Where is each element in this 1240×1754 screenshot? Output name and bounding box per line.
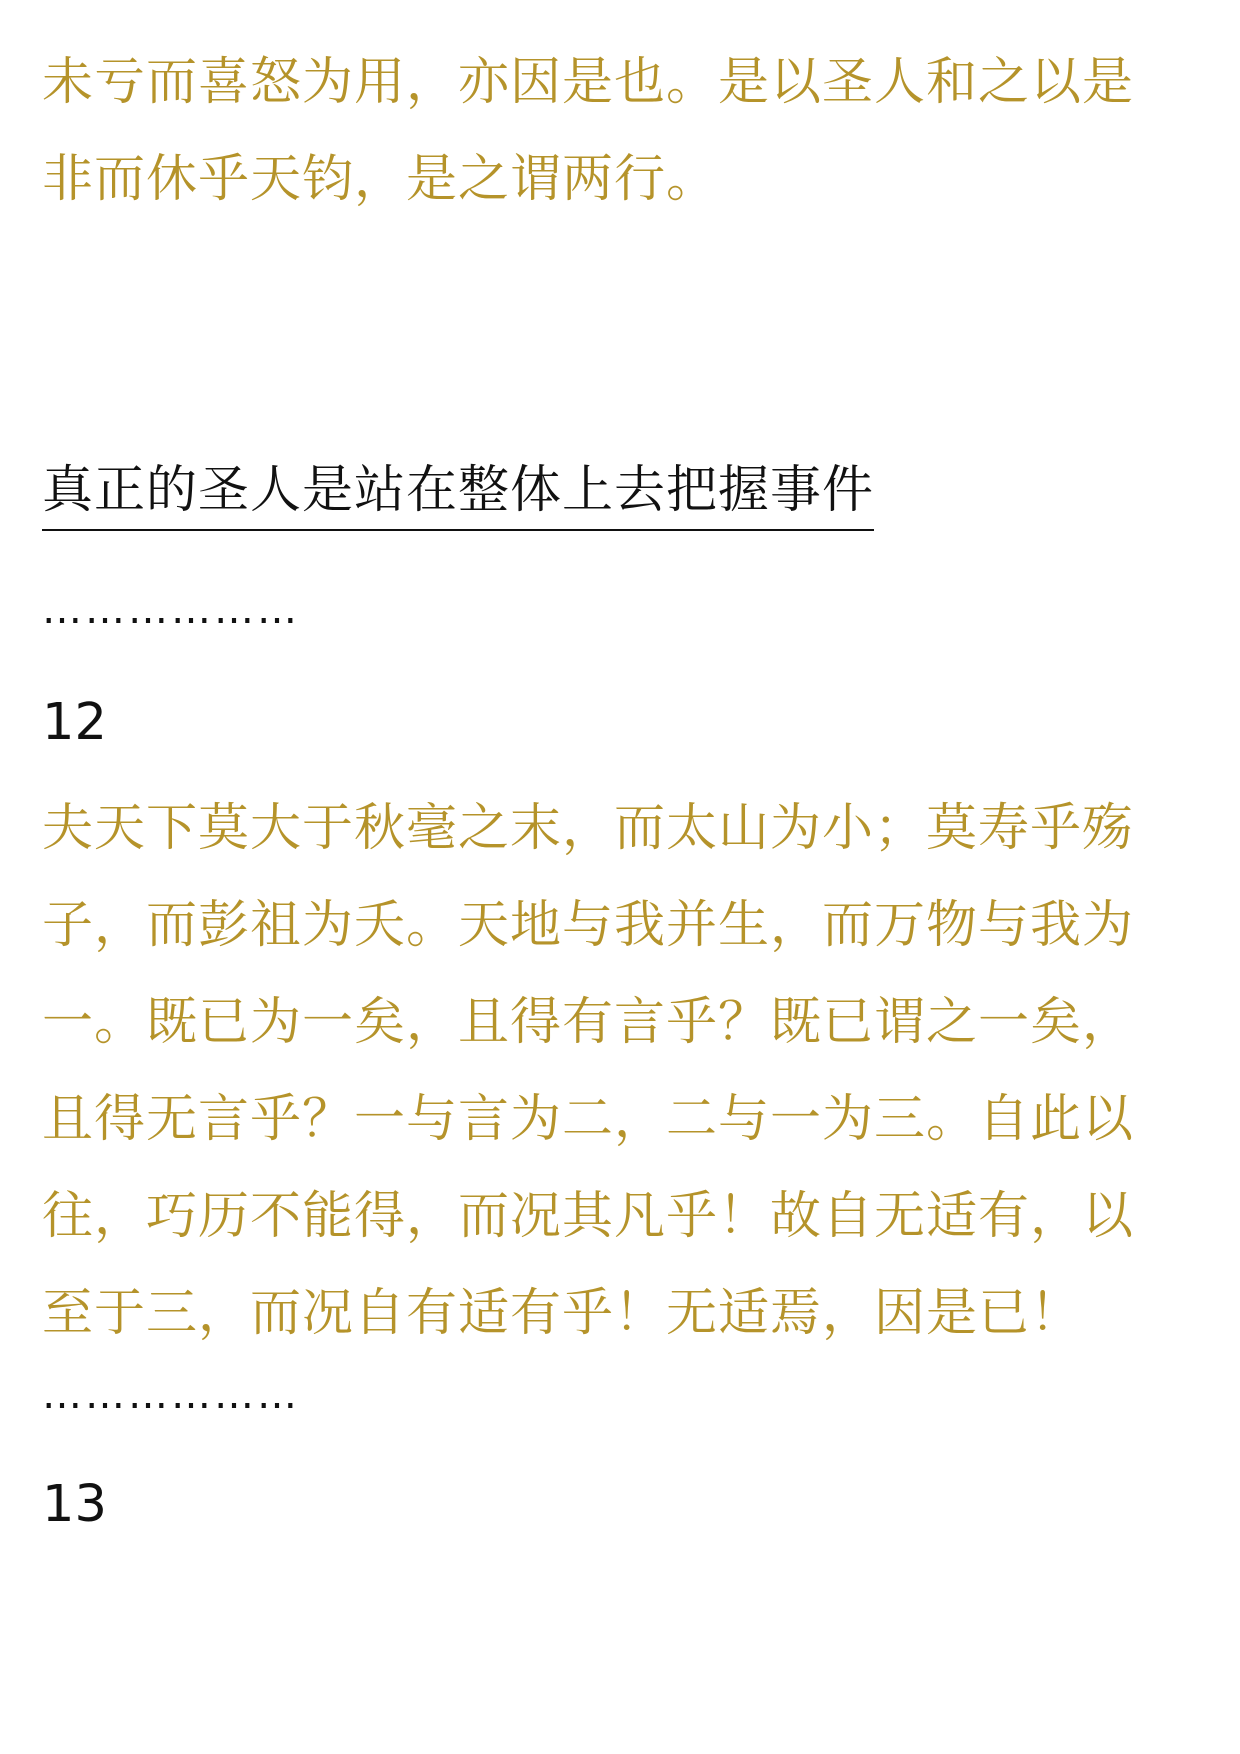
classical-passage-top: 未亏而喜怒为用，亦因是也。是以圣人和之以是 非而休乎天钧，是之谓两行。	[42, 53, 1135, 209]
section-number: 12	[42, 693, 107, 752]
section-heading: 真正的圣人是站在整体上去把握事件	[42, 455, 874, 531]
dotted-separator: ………………	[42, 587, 300, 633]
classical-passage-12: 夫天下莫大于秋毫之末，而太山为小；莫寿乎殇 子，而彭祖为夭。天地与我并生，而万物与我为 一。既已为一矣，且得有言乎？既已谓之一矣， 且得无言乎？一与言为二，二与一为三。自此以 往，巧历不能得，而况其凡乎！故自无适有，以 至于三，而况自有适有乎！无适焉，因是已！	[42, 799, 1135, 1343]
section-number: 13	[42, 1475, 107, 1534]
dotted-separator: ………………	[42, 1372, 300, 1418]
